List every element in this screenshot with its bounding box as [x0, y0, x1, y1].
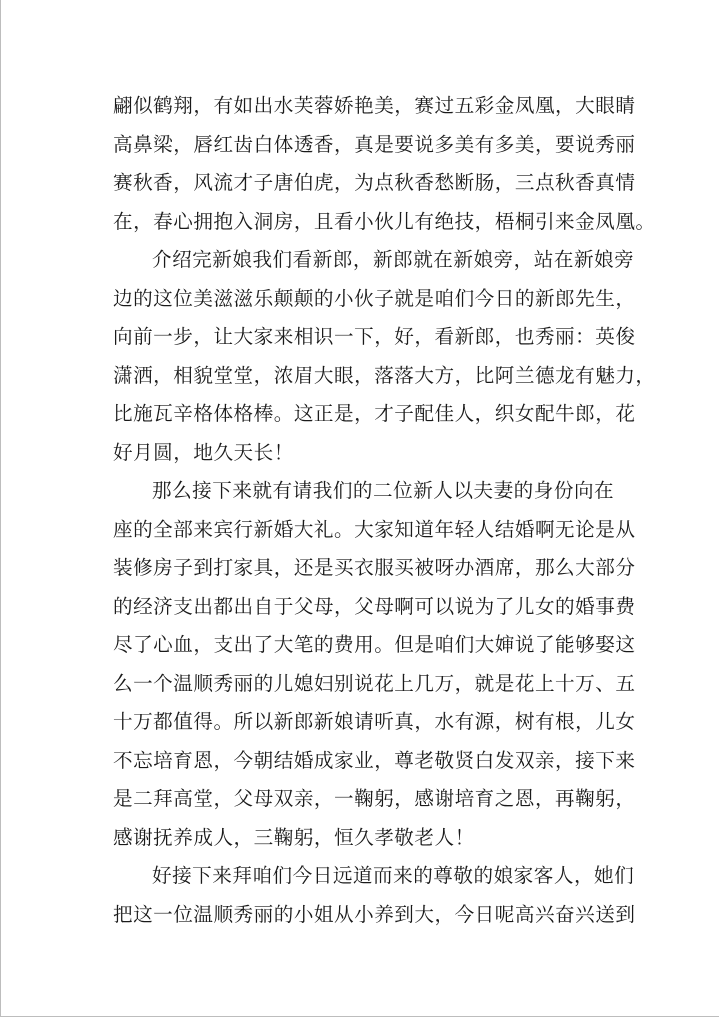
text-line: 感谢抚养成人，三鞠躬，恒久孝敬老人！	[113, 825, 475, 849]
text-line: 么一个温顺秀丽的儿媳妇别说花上几万，就是花上十万、五	[113, 671, 636, 695]
text-line: 介绍完新娘我们看新郎，新郎就在新娘旁，站在新娘旁	[152, 248, 635, 271]
text-line: 是二拜高堂，父母双亲，一鞠躬，感谢培育之恩，再鞠躬，	[113, 787, 636, 810]
text-line: 好接下来拜咱们今日远道而来的尊敬的娘家客人，她们	[152, 864, 635, 887]
text-line: 那么接下来就有请我们的二位新人以夫妻的身份向在	[152, 479, 615, 502]
text-line: 高鼻梁，唇红齿白体透香，真是要说多美有多美，要说秀丽	[113, 132, 636, 156]
text-line: 比施瓦辛格体格棒。这正是，才子配佳人，织女配牛郎，花	[113, 402, 636, 425]
text-line: 赛秋香，风流才子唐伯虎，为点秋香愁断肠，三点秋香真情	[113, 171, 636, 194]
text-line: 边的这位美滋滋乐颠颠的小伙子就是咱们今日的新郎先生，	[113, 286, 636, 310]
text-line: 把这一位温顺秀丽的小姐从小养到大，今日呢高兴奋兴送到	[113, 902, 636, 926]
text-line: 尽了心血，支出了大笔的费用。但是咱们大婶说了能够娶这	[113, 633, 636, 656]
text-line: 潇洒，相貌堂堂，浓眉大眼，落落大方，比阿兰德龙有魅力，	[113, 363, 656, 387]
document-body	[113, 87, 656, 934]
text-line: 在，春心拥抱入洞房，且看小伙儿有绝技，梧桐引来金凤凰。	[113, 209, 656, 233]
text-line: 座的全部来宾行新婚大礼。大家知道年轻人结婚啊无论是从	[113, 517, 636, 541]
text-line: 的经济支出都出自于父母，父母啊可以说为了儿女的婚事费	[113, 594, 636, 618]
text-line: 装修房子到打家具，还是买衣服买被呀办酒席，那么大部分	[113, 556, 636, 579]
text-line: 向前一步，让大家来相识一下，好，看新郎，也秀丽：英俊	[113, 325, 636, 348]
text-line: 好月圆，地久天长！	[113, 440, 294, 464]
text-line: 十万都值得。所以新郎新娘请听真，水有源，树有根，儿女	[113, 710, 636, 733]
text-line: 不忘培育恩，今朝结婚成家业，尊老敬贤白发双亲，接下来	[113, 748, 636, 772]
text-line: 翩似鹤翔，有如出水芙蓉娇艳美，赛过五彩金凤凰，大眼睛	[113, 94, 636, 117]
